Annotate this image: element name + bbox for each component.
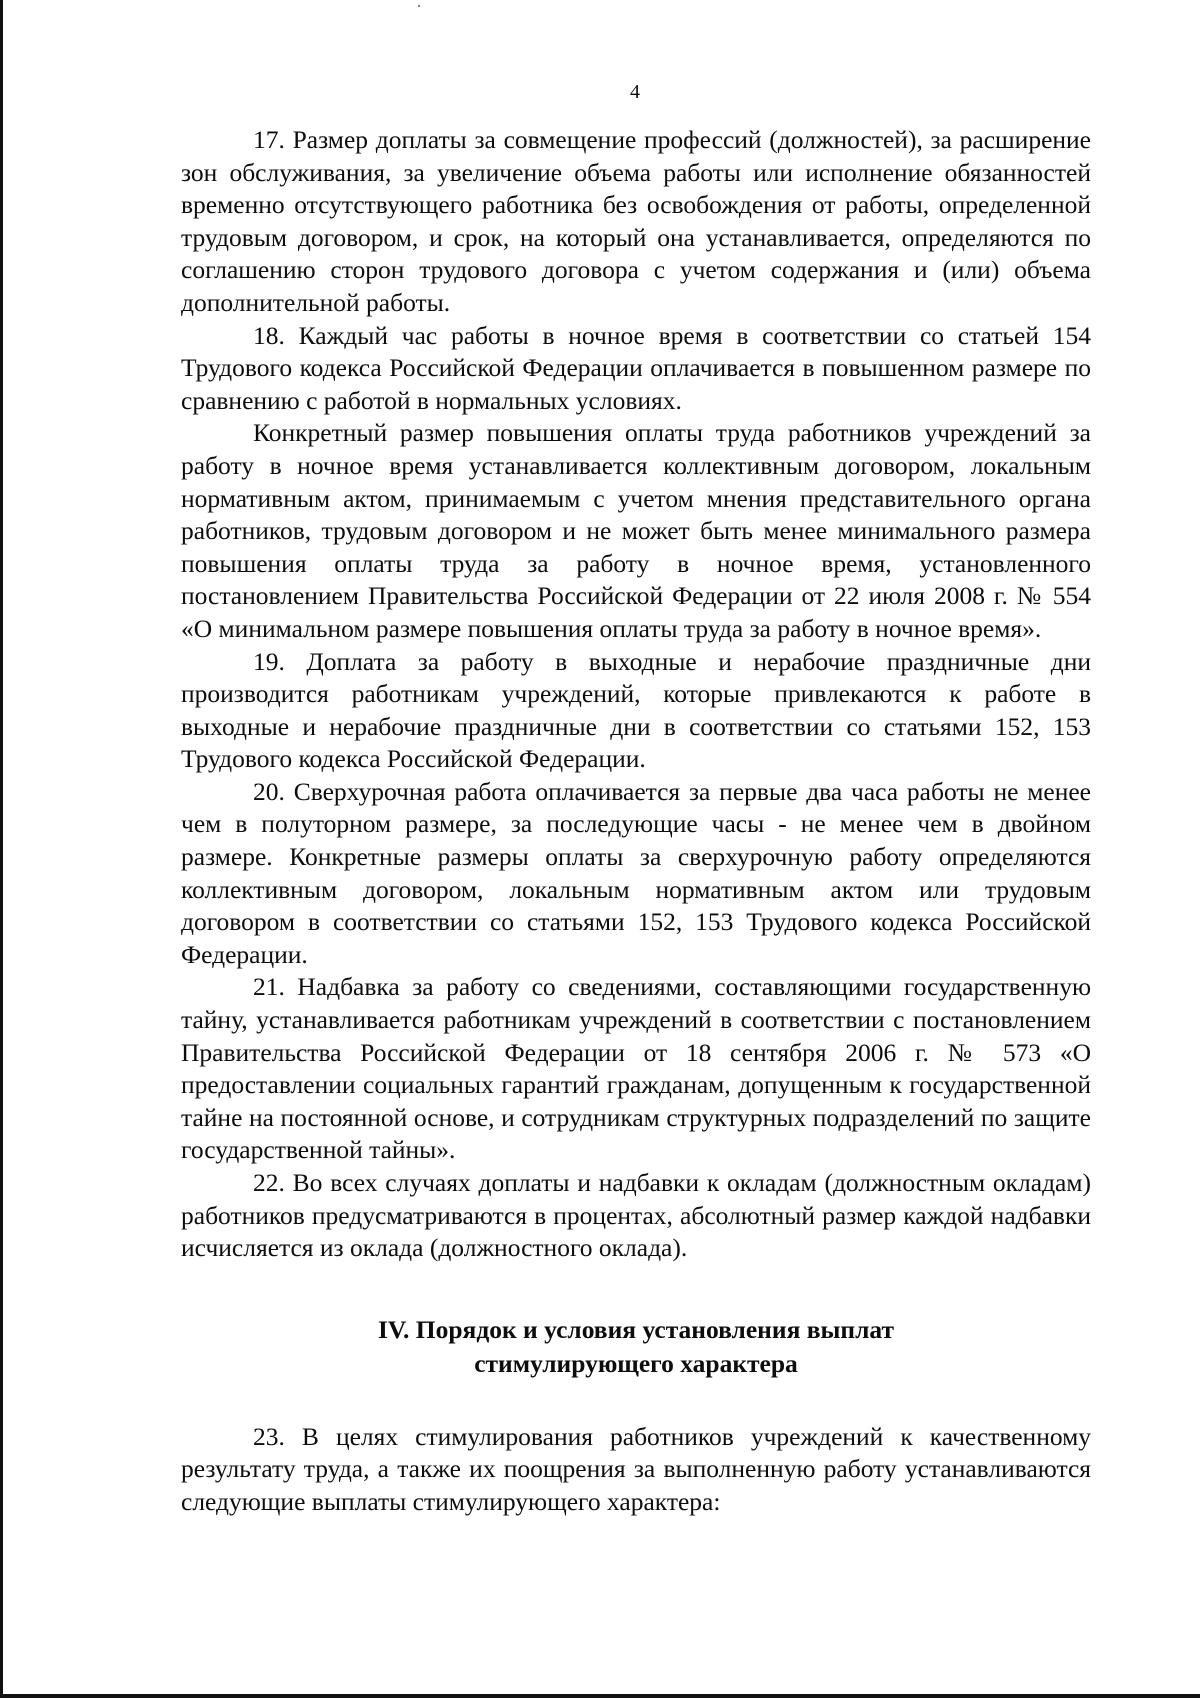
paragraph-20: 20. Сверхурочная работа оплачивается за первые два часа работы не менее чем в полуторном размере, за последующие часы - не менее чем в двойном размере. Конкретные размеры оплаты за сверхурочную работу определяются коллективным договором, локальным нормативным актом или трудовым договором в соответствии со статьями 152, 153 Трудового кодекса Российской Федерации. (181, 776, 1091, 969)
page-number: 4 (630, 81, 640, 103)
scan-speck (418, 5, 420, 7)
paragraph-23: 23. В целях стимулирования работников учреждений к качественному результату труда, а также их поощрения за выполненную работу устанавливаются следующие выплаты стимулирующего характера: (181, 1421, 1091, 1516)
section-heading-line-2: стимулирующего характера (474, 1348, 798, 1378)
paragraph-18-night-work: Конкретный размер повышения оплаты труда работников учреждений за работу в ночное время устанавливается коллективным договором, локальным нормативным актом, принимаемым с учетом мнения представительного органа работников, трудовым договором и не может быть менее минимального размера повышения оплаты труда за работу в ночное время, установленного постановлением Правительства Российской Федерации от 22 июля 2008 г. № 554 «О минимальном размере повышения оплаты труда за работу в ночное время». (181, 418, 1091, 643)
paragraph-21: 21. Надбавка за работу со сведениями, составляющими государственную тайну, устанавливается работникам учреждений в соответствии с постановлением Правительства Российской Федерации от 18 сентября 2006 г. № 573 «О предоставлении социальных гарантий гражданам, допущенным к государственной тайне на постоянной основе, и сотрудникам структурных подразделений по защите государственной тайны». (181, 972, 1091, 1165)
document-body (181, 124, 1091, 1519)
section-heading (181, 1313, 1091, 1381)
paragraph-18: 18. Каждый час работы в ночное время в соответствии со статьей 154 Трудового кодекса Российской Федерации оплачивается в повышенном размере по сравнению с работой в нормальных условиях. (181, 320, 1091, 415)
scan-border-left (0, 0, 3, 1698)
scan-border-bottom (0, 1694, 1200, 1698)
paragraph-17: 17. Размер доплаты за совмещение профессий (должностей), за расширение зон обслуживания, за увеличение объема работы или исполнение обязанностей временно отсутствующего работника без освобождения от работы, определенной трудовым договором, и срок, на который она устанавливается, определяются по соглашению сторон трудового договора с учетом содержания и (или) объема дополнительной работы. (181, 125, 1091, 317)
paragraph-22: 22. Во всех случаях доплаты и надбавки к окладам (должностным окладам) работников предусматриваются в процентах, абсолютный размер каждой надбавки исчисляется из оклада (должностного оклада). (181, 1168, 1091, 1263)
section-heading-line-1: IV. Порядок и условия установления выплат (377, 1314, 895, 1344)
paragraph-19: 19. Доплата за работу в выходные и нерабочие праздничные дни производится работникам учреждений, которые привлекаются к работе в выходные и нерабочие праздничные дни в соответствии со статьями 152, 153 Трудового кодекса Российской Федерации. (181, 646, 1091, 774)
